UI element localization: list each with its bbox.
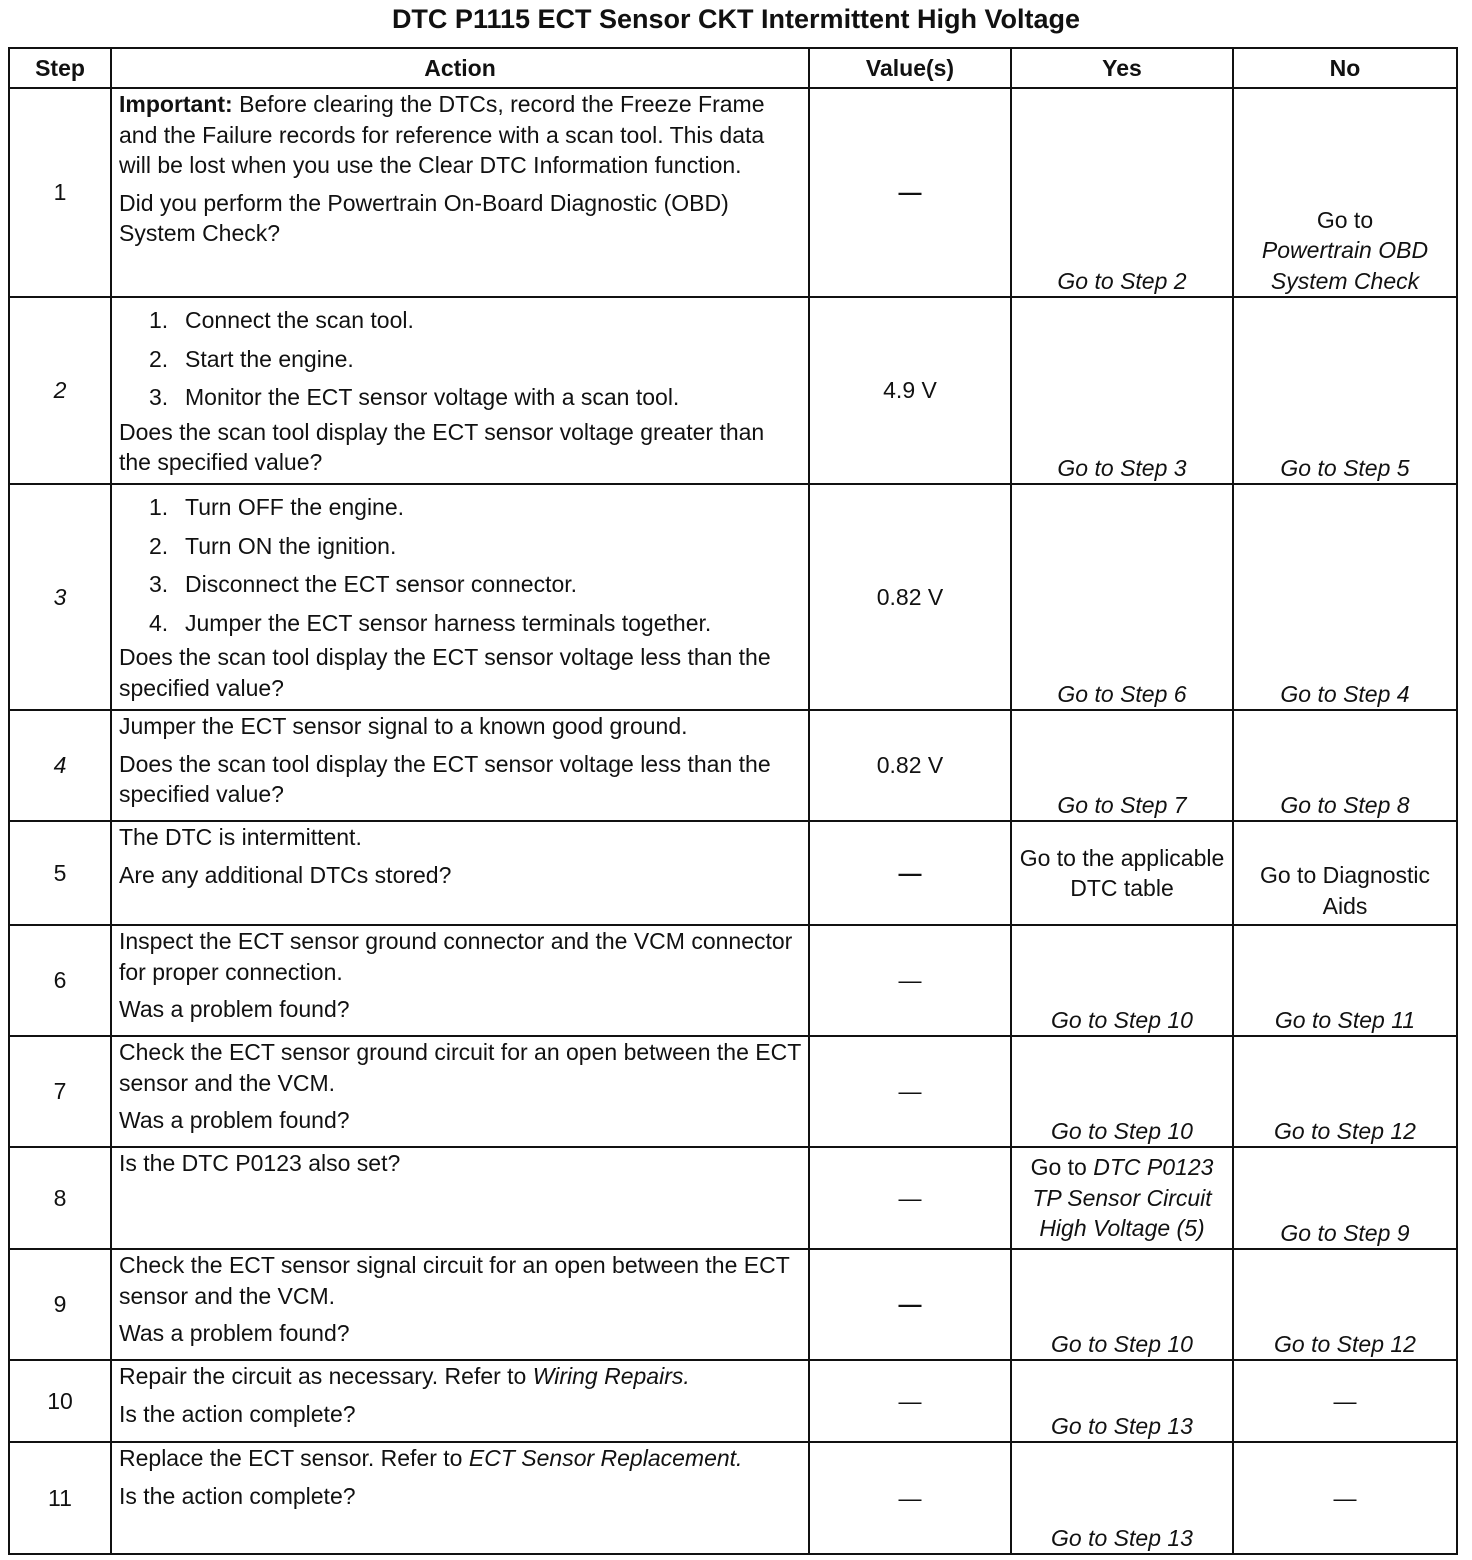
- action-question: Was a problem found?: [119, 1320, 350, 1346]
- value-cell: —: [809, 1442, 1011, 1554]
- action-question: Was a problem found?: [119, 1107, 350, 1133]
- action-cell: [111, 1036, 809, 1147]
- no-cell: Go to Step 8: [1233, 710, 1457, 821]
- yes-cell: Go to Step 13: [1011, 1360, 1233, 1442]
- step-number: 2: [9, 297, 111, 484]
- action-question: Is the action complete?: [119, 1482, 356, 1509]
- action-cell: [111, 1360, 809, 1442]
- table-row: [9, 484, 1457, 710]
- no-prefix: Go to: [1316, 206, 1374, 233]
- action-reference: Wiring Repairs.: [532, 1363, 690, 1389]
- table-row: [9, 297, 1457, 484]
- page-title: DTC P1115 ECT Sensor CKT Intermittent High Voltage: [391, 4, 1081, 34]
- no-cell: Go to Step 12: [1233, 1036, 1457, 1147]
- action-question: Does the scan tool display the ECT sensor voltage greater than the specified value?: [119, 418, 765, 475]
- action-text: Check the ECT sensor signal circuit for an open between the ECT sensor and the VCM.: [119, 1252, 790, 1309]
- action-cell: [111, 821, 809, 925]
- action-text: The DTC is intermittent.: [119, 824, 362, 850]
- action-cell: [111, 925, 809, 1036]
- substep-list: [119, 301, 801, 417]
- no-cell: —: [1233, 1442, 1457, 1554]
- action-prefix: Repair the circuit as necessary. Refer to: [119, 1363, 533, 1389]
- step-number: 3: [9, 484, 111, 710]
- value-cell: —: [809, 1147, 1011, 1249]
- header-yes: Yes: [1011, 48, 1233, 88]
- yes-cell: Go to Step 6: [1011, 484, 1233, 710]
- step-number: 11: [9, 1442, 111, 1554]
- table-row: [9, 1249, 1457, 1360]
- value-cell: —: [809, 1360, 1011, 1442]
- value-cell: —: [809, 1249, 1011, 1360]
- dtc-table: [8, 47, 1458, 1555]
- important-text: Before clearing the DTCs, record the Freeze Frame and the Failure records for reference with a scan tool. This data will be lost when you use the Clear DTC Information function.: [119, 91, 765, 178]
- action-question: Was a problem found?: [119, 996, 350, 1022]
- action-cell: [111, 484, 809, 710]
- value-cell: 0.82 V: [809, 484, 1011, 710]
- table-row: [9, 1147, 1457, 1249]
- step-number: 4: [9, 710, 111, 821]
- action-cell: [111, 1147, 809, 1249]
- value-cell: —: [809, 925, 1011, 1036]
- yes-prefix: Go to: [1030, 1154, 1094, 1181]
- substep-item: 1. Turn OFF the engine.: [149, 494, 405, 520]
- action-question: Is the action complete?: [119, 1400, 356, 1427]
- action-question: Are any additional DTCs stored?: [119, 861, 452, 888]
- table-row: [9, 925, 1457, 1036]
- substep-item: 3. Monitor the ECT sensor voltage with a scan tool.: [149, 384, 680, 410]
- value-cell: 4.9 V: [809, 297, 1011, 484]
- action-text: Inspect the ECT sensor ground connector and the VCM connector for proper connection.: [119, 928, 793, 985]
- header-action: Action: [111, 48, 809, 88]
- action-cell: [111, 1442, 809, 1554]
- action-text: [119, 1443, 801, 1474]
- table-row: [9, 1360, 1457, 1442]
- action-text: Check the ECT sensor ground circuit for an open between the ECT sensor and the VCM.: [119, 1039, 801, 1096]
- header-step: Step: [9, 48, 111, 88]
- no-cell: Go to Step 11: [1233, 925, 1457, 1036]
- yes-cell: Go to the applicable DTC table: [1011, 821, 1233, 925]
- no-cell: Go to Step 12: [1233, 1249, 1457, 1360]
- no-cell: [1233, 88, 1457, 297]
- substep-item: 2. Turn ON the ignition.: [149, 532, 397, 559]
- yes-reference: DTC P0123 TP Sensor Circuit High Voltage (5): [1032, 1154, 1214, 1242]
- step-number: 1: [9, 88, 111, 297]
- substep-item: 4. Jumper the ECT sensor harness terminals together.: [149, 609, 712, 636]
- substep-item: 3. Disconnect the ECT sensor connector.: [149, 571, 578, 597]
- substep-item: 2. Start the engine.: [149, 345, 354, 372]
- important-note: [119, 89, 801, 181]
- action-cell: [111, 1249, 809, 1360]
- action-question: Is the DTC P0123 also set?: [119, 1150, 401, 1176]
- table-row: [9, 821, 1457, 925]
- yes-cell: Go to Step 13: [1011, 1442, 1233, 1554]
- table-row: [9, 1036, 1457, 1147]
- value-cell: —: [809, 821, 1011, 925]
- action-text: Jumper the ECT sensor signal to a known good ground.: [119, 713, 688, 739]
- no-reference: Powertrain OBD System Check: [1261, 237, 1429, 294]
- step-number: 10: [9, 1360, 111, 1442]
- header-values: Value(s): [809, 48, 1011, 88]
- action-question: Does the scan tool display the ECT sensor voltage less than the specified value?: [119, 644, 771, 701]
- header-no: No: [1233, 48, 1457, 88]
- action-question: Did you perform the Powertrain On-Board Diagnostic (OBD) System Check?: [119, 189, 729, 246]
- yes-cell: Go to Step 2: [1011, 88, 1233, 297]
- yes-cell: Go to Step 10: [1011, 925, 1233, 1036]
- step-number: 5: [9, 821, 111, 925]
- yes-cell: Go to Step 3: [1011, 297, 1233, 484]
- step-number: 9: [9, 1249, 111, 1360]
- yes-cell: Go to Step 10: [1011, 1036, 1233, 1147]
- action-text: [119, 1361, 801, 1392]
- yes-cell: [1011, 1147, 1233, 1249]
- step-number: 6: [9, 925, 111, 1036]
- substep-item: 1. Connect the scan tool.: [149, 307, 414, 333]
- action-question: Does the scan tool display the ECT sensor voltage less than the specified value?: [119, 750, 771, 807]
- no-cell: Go to Step 4: [1233, 484, 1457, 710]
- no-cell: Go to Step 9: [1233, 1147, 1457, 1249]
- value-cell: —: [809, 1036, 1011, 1147]
- action-cell: [111, 710, 809, 821]
- action-cell: [111, 88, 809, 297]
- substep-list: [119, 488, 801, 642]
- action-reference: ECT Sensor Replacement.: [468, 1445, 743, 1471]
- no-cell: Go to Step 5: [1233, 297, 1457, 484]
- no-cell: Go to Diagnostic Aids: [1233, 821, 1457, 925]
- important-label: Important:: [119, 91, 233, 117]
- action-cell: [111, 297, 809, 484]
- value-cell: 0.82 V: [809, 710, 1011, 821]
- table-row: [9, 1442, 1457, 1554]
- yes-cell: Go to Step 10: [1011, 1249, 1233, 1360]
- table-row: [9, 88, 1457, 297]
- value-cell: —: [809, 88, 1011, 297]
- step-number: 7: [9, 1036, 111, 1147]
- yes-cell: Go to Step 7: [1011, 710, 1233, 821]
- header-row: [9, 48, 1457, 88]
- step-number: 8: [9, 1147, 111, 1249]
- table-row: [9, 710, 1457, 821]
- no-cell: —: [1233, 1360, 1457, 1442]
- action-prefix: Replace the ECT sensor. Refer to: [119, 1445, 469, 1471]
